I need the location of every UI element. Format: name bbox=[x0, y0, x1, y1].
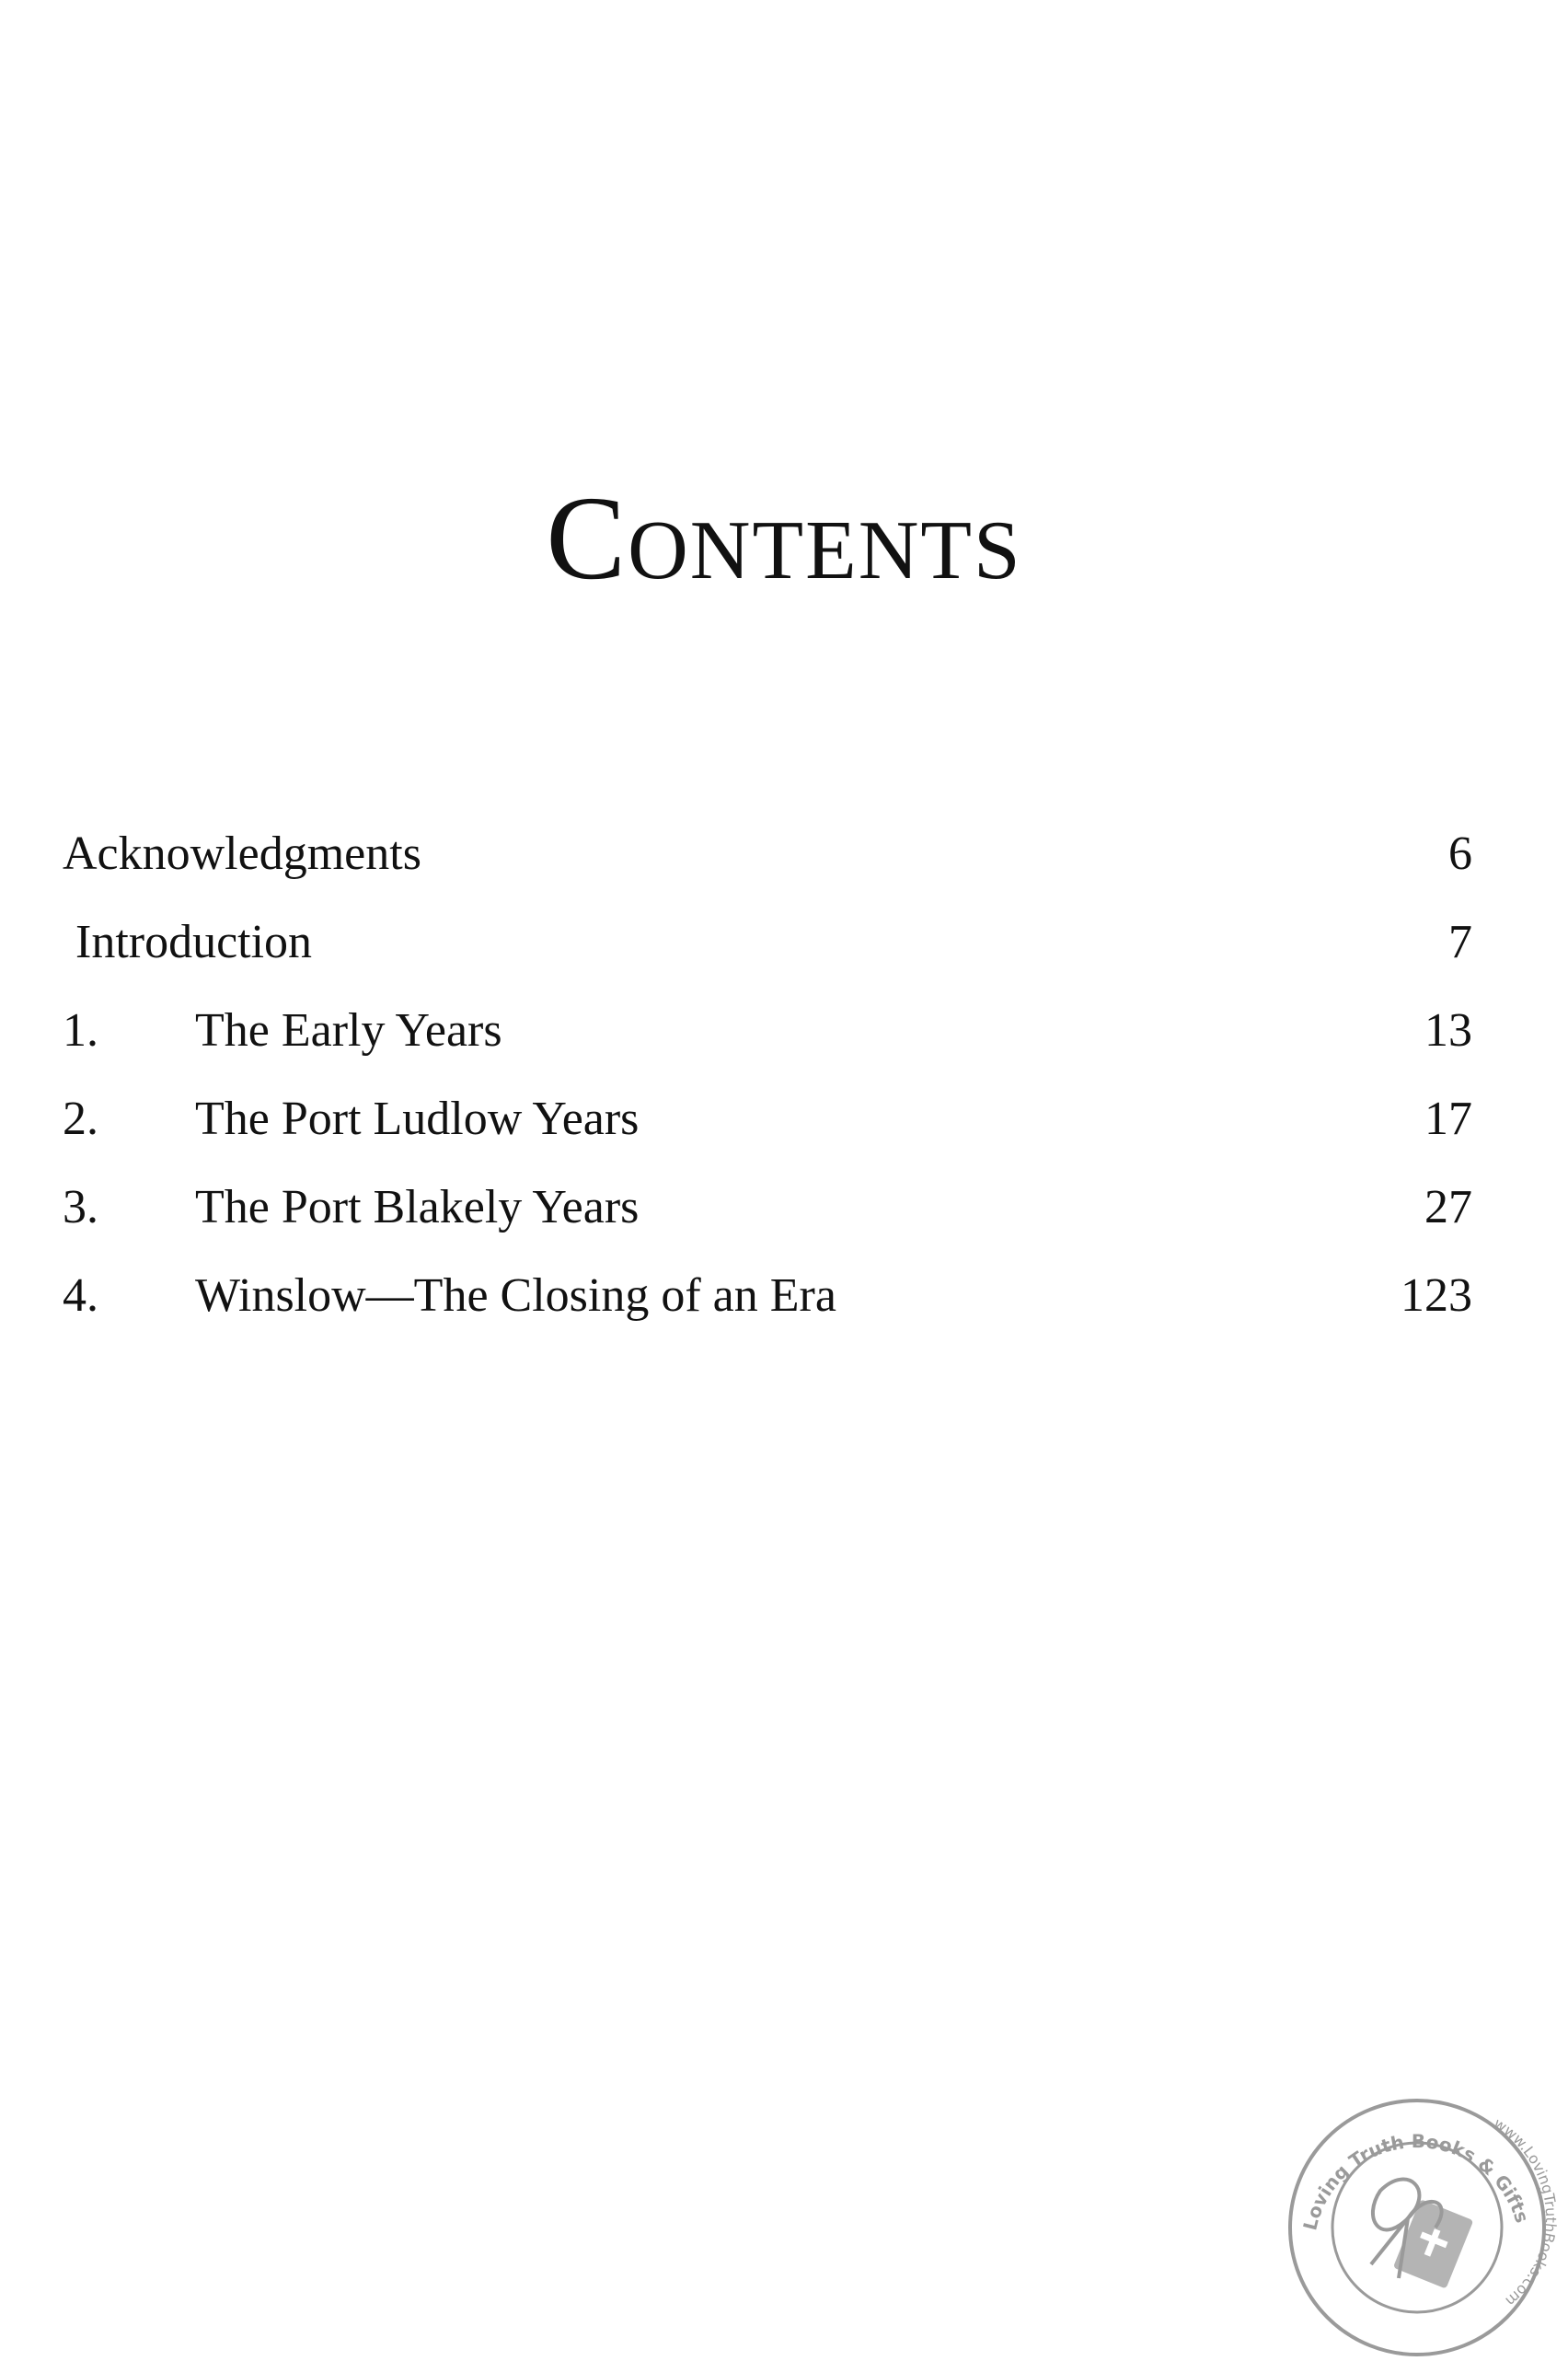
toc-entry-page: 7 bbox=[1448, 916, 1472, 968]
watermark-seal bbox=[1274, 2069, 1561, 2356]
toc-entry-number: 3. bbox=[63, 1181, 98, 1233]
toc-entry-page: 27 bbox=[1424, 1181, 1472, 1233]
table-of-contents bbox=[63, 810, 1472, 1340]
toc-entry-chapter-1 bbox=[63, 987, 1472, 1075]
page-title: Contents bbox=[546, 472, 1022, 605]
toc-entry-title: Introduction bbox=[75, 916, 313, 968]
toc-entry-title: The Early Years bbox=[195, 1004, 502, 1057]
toc-entry-page: 6 bbox=[1448, 828, 1472, 880]
toc-entry-page: 123 bbox=[1401, 1269, 1472, 1322]
watermark-side-text: www.LovingTruthBooks.com bbox=[1490, 2114, 1561, 2310]
watermark-top-text: Loving Truth Books & Gifts bbox=[1298, 2129, 1534, 2233]
toc-entry-number: 4. bbox=[63, 1269, 98, 1322]
toc-entry-acknowledgments bbox=[63, 810, 1472, 898]
watermark-stamp bbox=[1274, 2069, 1561, 2356]
bible-ribbon-icon bbox=[1371, 2180, 1473, 2289]
toc-entry-number: 1. bbox=[63, 1004, 98, 1057]
toc-entry-number: 2. bbox=[63, 1093, 98, 1145]
toc-entry-chapter-3 bbox=[63, 1163, 1472, 1252]
toc-entry-title: Acknowledgments bbox=[63, 828, 421, 880]
toc-entry-title: The Port Blakely Years bbox=[195, 1181, 640, 1233]
toc-entry-chapter-2 bbox=[63, 1075, 1472, 1163]
toc-entry-title: The Port Ludlow Years bbox=[195, 1093, 640, 1145]
toc-entry-chapter-4 bbox=[63, 1252, 1472, 1340]
toc-entry-page: 13 bbox=[1424, 1004, 1472, 1057]
toc-entry-introduction bbox=[63, 898, 1472, 987]
toc-entry-title: Winslow—The Closing of an Era bbox=[195, 1269, 836, 1322]
toc-entry-page: 17 bbox=[1424, 1093, 1472, 1145]
